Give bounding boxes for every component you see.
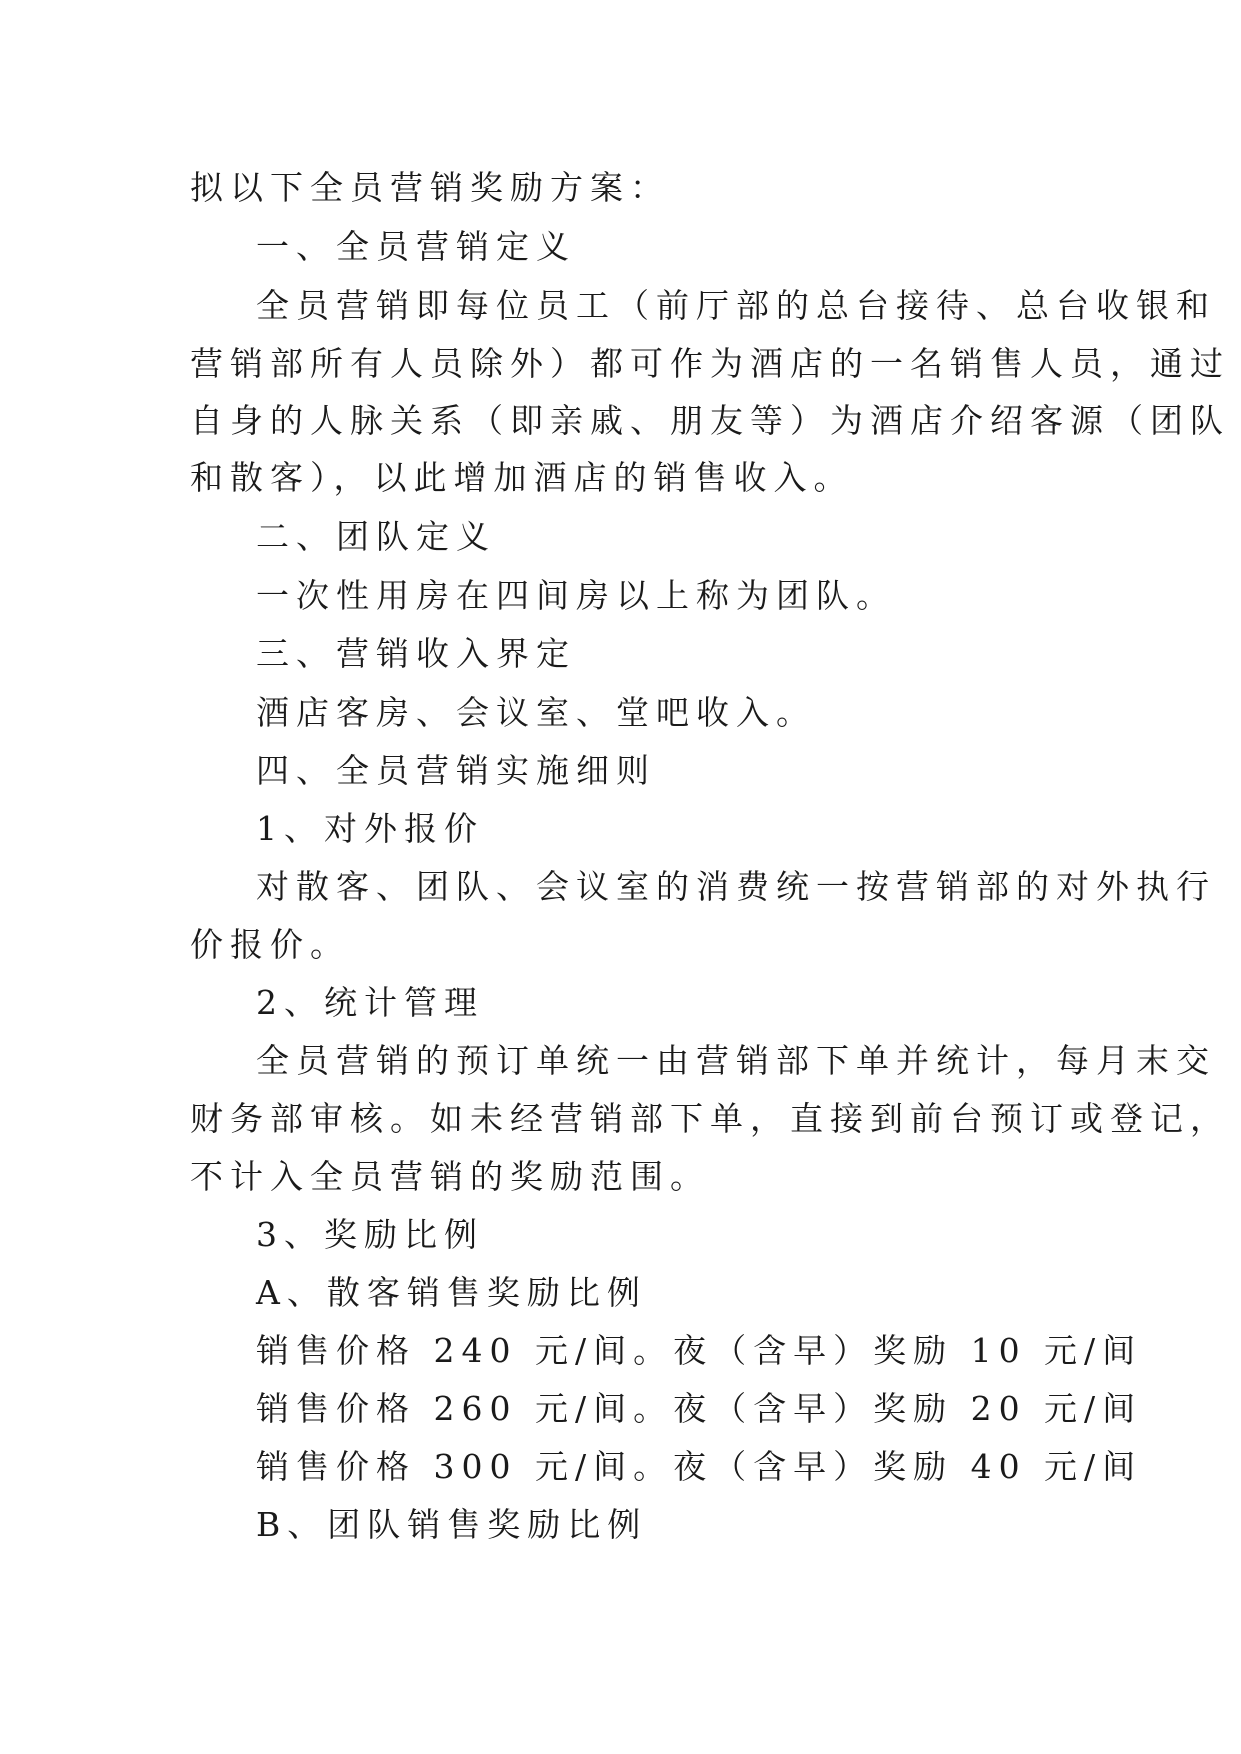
paragraph-line: 价报价。 [190,925,350,964]
section-heading-4: 四、全员营销实施细则 [256,751,656,790]
paragraph-line: 和散客），以此增加酒店的销售收入。 [190,458,854,497]
subheading-line: A、散客销售奖励比例 [256,1273,647,1312]
paragraph-line: 酒店客房、会议室、堂吧收入。 [256,693,816,732]
paragraph-line: 自身的人脉关系（即亲戚、朋友等）为酒店介绍客源（团队 [190,401,1230,440]
paragraph-line: 全员营销的预订单统一由营销部下单并统计，每月末交 [256,1041,1216,1080]
subheading-line: 2、统计管理 [256,983,484,1022]
subheading-line: 3、奖励比例 [256,1215,484,1254]
reward-rate-line: 销售价格 240 元/间。夜（含早）奖励 10 元/间 [256,1331,1143,1370]
section-heading-1: 一、全员营销定义 [256,227,576,266]
paragraph-line: 财务部审核。如未经营销部下单，直接到前台预订或登记， [190,1099,1230,1138]
paragraph-line: 全员营销即每位员工（前厅部的总台接待、总台收银和 [256,286,1216,325]
paragraph-line: 一次性用房在四间房以上称为团队。 [256,576,896,615]
reward-rate-line: 销售价格 300 元/间。夜（含早）奖励 40 元/间 [256,1447,1143,1486]
paragraph-line: 营销部所有人员除外）都可作为酒店的一名销售人员，通过 [190,344,1230,383]
subheading-line: B、团队销售奖励比例 [256,1505,648,1544]
intro-line: 拟以下全员营销奖励方案： [190,168,670,207]
paragraph-line: 对散客、团队、会议室的消费统一按营销部的对外执行 [256,867,1216,906]
section-heading-3: 三、营销收入界定 [256,634,576,673]
reward-rate-line: 销售价格 260 元/间。夜（含早）奖励 20 元/间 [256,1389,1143,1428]
paragraph-line: 不计入全员营销的奖励范围。 [190,1157,710,1196]
subheading-line: 1、对外报价 [256,809,484,848]
section-heading-2: 二、团队定义 [256,517,496,556]
